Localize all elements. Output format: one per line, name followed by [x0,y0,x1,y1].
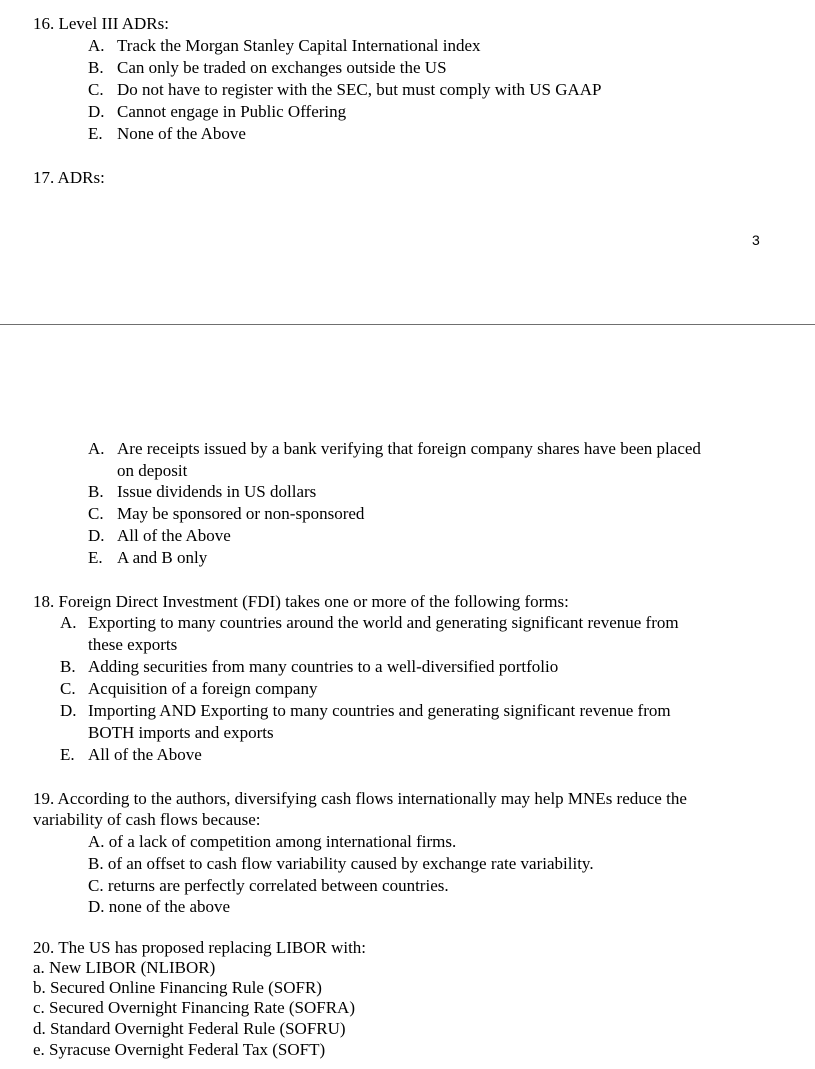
question-19-title-line-1: 19. According to the authors, diversifying cash flows internationally may help MNEs reduce the [33,789,687,808]
option-text-line-1: Importing AND Exporting to many countries and generating significant revenue from [88,701,671,720]
option-text: Acquisition of a foreign company [88,679,318,698]
option-label: C. [88,504,104,523]
question-17-option-b [88,481,768,503]
option-label: B. [88,58,104,77]
option-label: B. [60,657,76,676]
option-text-line-2: these exports [88,635,178,654]
question-20-option-a: a. New LIBOR (NLIBOR) [33,958,216,977]
option-text: A and B only [117,548,208,567]
option-text-line-1: Are receipts issued by a bank verifying that foreign company shares have been placed [117,439,701,458]
page-break-divider [0,324,815,325]
question-19-option-d: D. none of the above [88,897,231,916]
question-16-option-d [88,101,768,123]
option-text: Cannot engage in Public Offering [117,102,347,121]
question-18-option-e [60,744,770,766]
question-19-option-c: C. returns are perfectly correlated between countries. [88,876,449,895]
question-16-option-b [88,57,768,79]
page-number: 3 [752,232,760,248]
option-label: D. [88,102,105,121]
question-16-title: 16. Level III ADRs: [33,14,169,33]
option-text: All of the Above [117,526,231,545]
option-label: E. [60,745,75,764]
option-label: D. [60,701,77,720]
option-label: A. [60,613,77,632]
question-16-option-c [88,79,768,101]
question-18-title: 18. Foreign Direct Investment (FDI) takes one or more of the following forms: [33,592,569,611]
option-text: All of the Above [88,745,202,764]
option-label: E. [88,548,103,567]
option-text: Can only be traded on exchanges outside the US [117,58,447,77]
question-18-option-c [60,678,770,700]
option-label: D. [88,526,105,545]
option-text: May be sponsored or non-sponsored [117,504,365,523]
option-text: Do not have to register with the SEC, but must comply with US GAAP [117,80,602,99]
question-20-option-c: c. Secured Overnight Financing Rate (SOFRA) [33,998,355,1017]
option-label: E. [88,124,103,143]
question-17-option-e [88,547,768,569]
option-text-line-2: on deposit [117,461,188,480]
question-20-option-b: b. Secured Online Financing Rule (SOFR) [33,978,322,997]
option-text-line-1: Exporting to many countries around the world and generating significant revenue from [88,613,679,632]
option-text-line-2: BOTH imports and exports [88,723,274,742]
question-16-option-a [88,35,768,57]
question-20-option-e: e. Syracuse Overnight Federal Tax (SOFT) [33,1040,326,1059]
question-20-title: 20. The US has proposed replacing LIBOR with: [33,938,367,957]
option-text: Adding securities from many countries to a well-diversified portfolio [88,657,559,676]
question-18-option-b [60,656,770,678]
option-text: Issue dividends in US dollars [117,482,317,501]
option-label: A. [88,439,105,458]
question-17-option-d [88,525,768,547]
question-16-option-e [88,123,768,145]
question-17-title: 17. ADRs: [33,168,105,187]
option-label: B. [88,482,104,501]
question-17-option-a [88,438,768,482]
question-19-title-line-2: variability of cash flows because: [33,810,261,829]
option-label: C. [88,80,104,99]
question-20-option-d: d. Standard Overnight Federal Rule (SOFRU) [33,1019,346,1038]
question-18-option-d [60,700,770,744]
option-text: Track the Morgan Stanley Capital International index [117,36,481,55]
question-19-option-b: B. of an offset to cash flow variability caused by exchange rate variability. [88,854,594,873]
question-17-option-c [88,503,768,525]
option-label: C. [60,679,76,698]
option-text: None of the Above [117,124,246,143]
question-19-option-a: A. of a lack of competition among international firms. [88,832,457,851]
question-18-option-a [60,612,770,656]
option-label: A. [88,36,105,55]
